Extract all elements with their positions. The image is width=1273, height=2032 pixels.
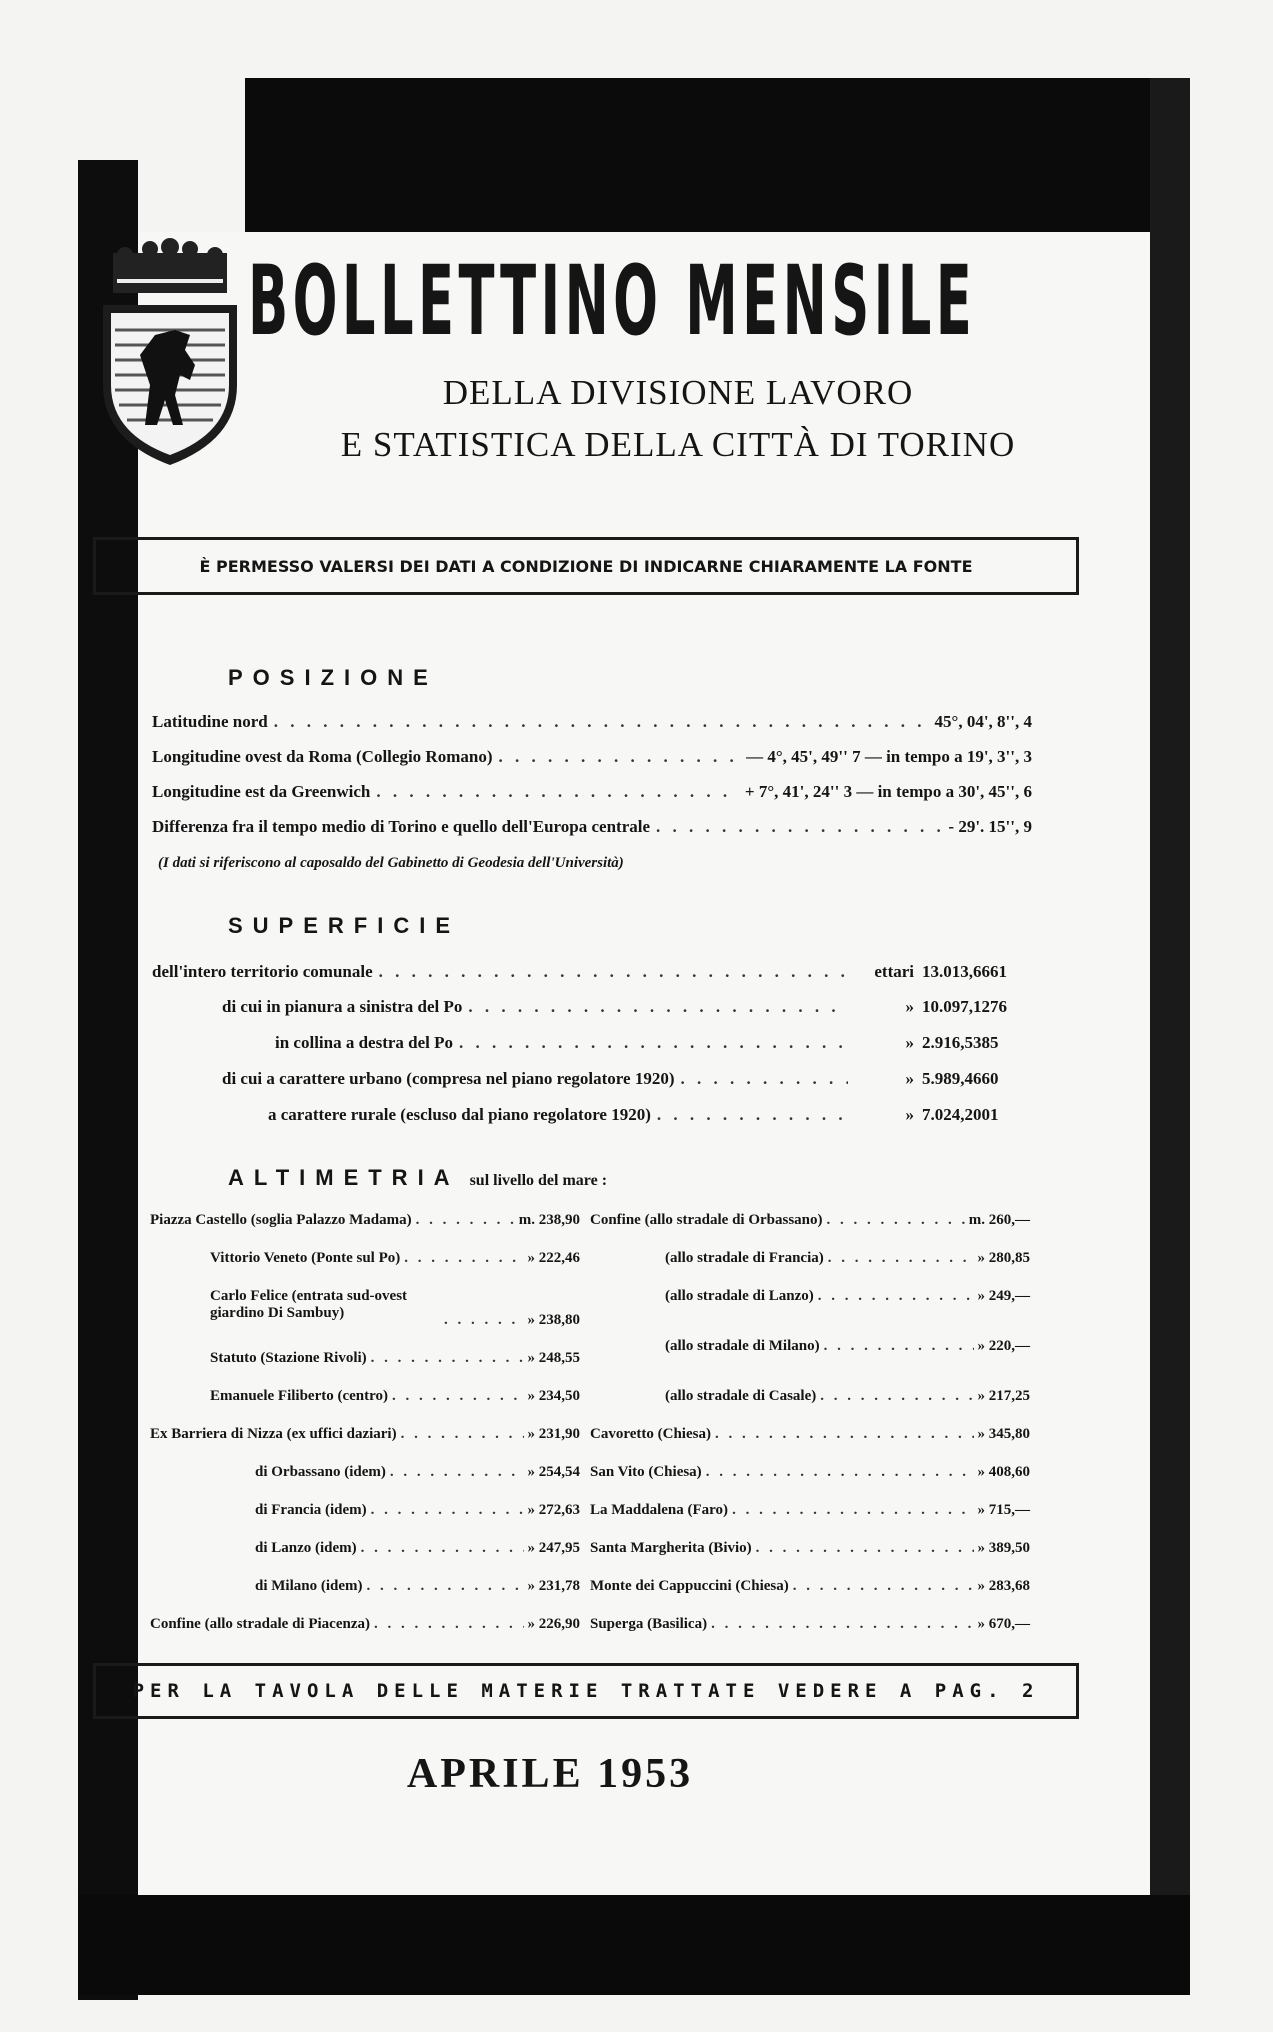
altimetria-row: di Milano (idem) . . . » 231,78	[150, 1578, 580, 1616]
altimetria-row: Statuto (Stazione Rivoli) . . . » 248,55	[150, 1350, 580, 1388]
altimetria-left-column	[150, 1212, 580, 1654]
issue-date: APRILE 1953	[406, 1751, 694, 1797]
altimetria-row: La Maddalena (Faro) . . . » 715,—	[590, 1502, 1030, 1540]
row-label: a carattere rurale (escluso dal piano regolatore 1920)	[268, 1105, 651, 1124]
row-label: in collina a destra del Po	[275, 1033, 454, 1052]
row-value: 7.024,2001	[922, 1105, 999, 1124]
altimetria-row: di Orbassano (idem) . . . » 254,54	[150, 1464, 580, 1502]
altimetria-row: Santa Margherita (Bivio) . . . » 389,50	[590, 1540, 1030, 1578]
row-value: + 7°, 41', 24'' 3 — in tempo a 30', 45'', 6	[744, 782, 1032, 801]
altimetria-row: Superga (Basilica) . . . » 670,—	[590, 1616, 1030, 1654]
altimetria-heading	[228, 1165, 607, 1191]
row-unit: »	[905, 1069, 914, 1088]
posizione-row	[152, 817, 1032, 841]
row-unit: ettari	[874, 962, 914, 981]
posizione-note: (I dati si riferiscono al caposaldo del Gabinetto di Geodesia dell'Università)	[158, 855, 624, 871]
altimetria-row: (allo stradale di Casale) . . . » 217,25	[590, 1388, 1030, 1426]
subtitle-line-1: DELLA DIVISIONE LAVORO	[442, 373, 914, 412]
row-value: 5.989,4660	[922, 1069, 999, 1088]
row-label: Longitudine est da Greenwich	[152, 782, 371, 801]
altimetria-row: San Vito (Chiesa) . . . » 408,60	[590, 1464, 1030, 1502]
altimetria-row: Confine (allo stradale di Orbassano) . . . m. 260,—	[590, 1212, 1030, 1250]
superficie-row	[268, 1105, 1032, 1129]
posizione-row	[152, 782, 1032, 806]
bulletin-title: BOLLETTINO MENSILE	[248, 245, 977, 357]
row-label: dell'intero territorio comunale	[152, 962, 373, 981]
row-value: — 4°, 45', 49'' 7 — in tempo a 19', 3'', 3	[746, 747, 1032, 766]
altimetria-subtitle: sul livello del mare :	[469, 1172, 608, 1189]
row-value: - 29'. 15'', 9	[948, 817, 1032, 836]
subtitle-line-2: E STATISTICA DELLA CITTÀ DI TORINO	[340, 425, 1016, 464]
row-value: 2.916,5385	[922, 1033, 999, 1052]
superficie-row	[222, 997, 1032, 1021]
row-label: di cui a carattere urbano (compresa nel piano regolatore 1920)	[222, 1069, 675, 1088]
row-value: 13.013,6661	[922, 962, 1007, 981]
altimetria-row: (allo stradale di Lanzo) . . . » 249,—	[590, 1288, 1030, 1338]
row-value: 10.097,1276	[922, 997, 1007, 1016]
row-unit: »	[905, 1033, 914, 1052]
row-value: 45°, 04', 8'', 4	[934, 712, 1032, 731]
superficie-heading: SUPERFICIE	[228, 913, 461, 938]
scan-border-right	[1150, 78, 1190, 1995]
altimetria-right-column	[590, 1212, 1030, 1654]
altimetria-row: Confine (allo stradale di Piacenza) . . . » 226,90	[150, 1616, 580, 1654]
scan-border-bottom	[78, 1895, 1190, 1995]
row-label: Latitudine nord	[152, 712, 268, 731]
altimetria-row: Carlo Felice (entrata sud-ovest giardino Di Sambuy) . . . » 238,80	[150, 1288, 580, 1350]
coat-of-arms-icon	[95, 235, 245, 470]
table-of-contents-notice: PER LA TAVOLA DELLE MATERIE TRATTATE VEDERE A PAG. 2	[93, 1663, 1079, 1719]
posizione-row	[152, 747, 1032, 771]
row-unit: »	[905, 1105, 914, 1124]
superficie-row	[275, 1033, 1032, 1057]
altimetria-row: Piazza Castello (soglia Palazzo Madama) . . . m. 238,90	[150, 1212, 580, 1250]
altimetria-row: (allo stradale di Francia) . . . » 280,85	[590, 1250, 1030, 1288]
row-label: Longitudine ovest da Roma (Collegio Romano)	[152, 747, 493, 766]
posizione-row	[152, 712, 1032, 736]
row-unit: »	[905, 997, 914, 1016]
altimetria-row: (allo stradale di Milano) . . . » 220,—	[590, 1338, 1030, 1388]
altimetria-row: Emanuele Filiberto (centro) . . . » 234,50	[150, 1388, 580, 1426]
row-label: Differenza fra il tempo medio di Torino e quello dell'Europa centrale	[152, 817, 651, 836]
altimetria-row: Monte dei Cappuccini (Chiesa) . . . » 283,68	[590, 1578, 1030, 1616]
altimetria-title: ALTIMETRIA	[228, 1165, 460, 1190]
row-label: di cui in pianura a sinistra del Po	[222, 997, 463, 1016]
superficie-row	[222, 1069, 1032, 1093]
altimetria-row: Ex Barriera di Nizza (ex uffici daziari) . . . » 231,90	[150, 1426, 580, 1464]
altimetria-row: Cavoretto (Chiesa) . . . » 345,80	[590, 1426, 1030, 1464]
scan-border-top	[245, 78, 1190, 238]
superficie-row	[152, 962, 1032, 986]
posizione-heading: POSIZIONE	[228, 665, 438, 690]
altimetria-row: di Lanzo (idem) . . . » 247,95	[150, 1540, 580, 1578]
altimetria-row: di Francia (idem) . . . » 272,63	[150, 1502, 580, 1540]
altimetria-row: Vittorio Veneto (Ponte sul Po) . . . » 222,46	[150, 1250, 580, 1288]
source-notice-box: È PERMESSO VALERSI DEI DATI A CONDIZIONE DI INDICARNE CHIARAMENTE LA FONTE	[93, 537, 1079, 595]
